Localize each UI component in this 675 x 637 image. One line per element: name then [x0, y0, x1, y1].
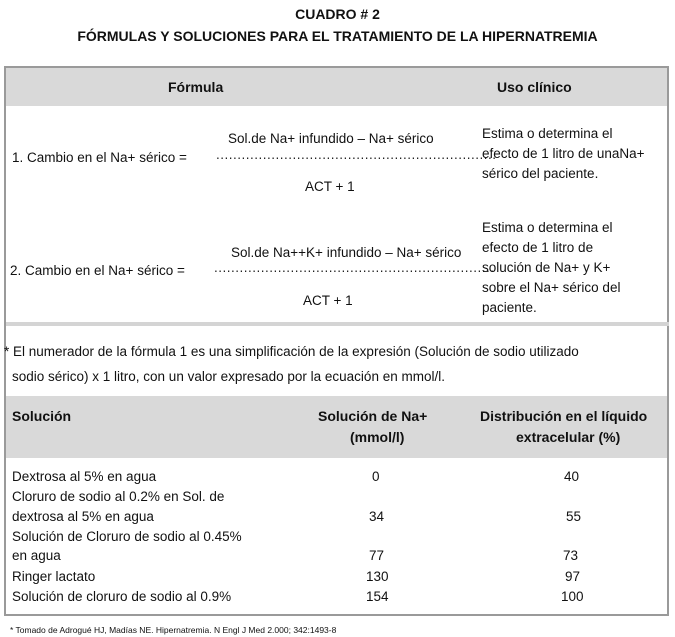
- solution-name: Dextrosa al 5% en agua: [12, 469, 157, 484]
- footnote: * Tomado de Adrogué HJ, Madías NE. Hipernatremia. N Engl J Med 2.000; 342:1493-8: [10, 625, 337, 635]
- solution-na-value: 154: [366, 589, 389, 604]
- formula-2-use-line: solución de Na+ y K+: [482, 260, 611, 275]
- column-header-uso-clinico: Uso clínico: [497, 79, 572, 95]
- solution-na-value: 130: [366, 569, 389, 584]
- solution-header-band: [6, 396, 667, 458]
- solution-name: dextrosa al 5% en agua: [12, 509, 154, 524]
- solution-dist-value: 73: [563, 548, 579, 563]
- formula-1-use-line: Estima o determina el: [482, 126, 613, 141]
- note-line-2: sodio sérico) x 1 litro, con un valor expresado por la ecuación en mmol/l.: [12, 369, 445, 384]
- solution-na-value: 77: [369, 548, 385, 563]
- column-header-na-line1: Solución de Na+: [318, 408, 428, 424]
- solution-name: Ringer lactato: [12, 569, 96, 584]
- column-header-dist-line1: Distribución en el líquido: [480, 408, 648, 424]
- formula-1-numerator: Sol.de Na+ infundido – Na+ sérico: [228, 131, 434, 146]
- formula-2-use-line: sobre el Na+ sérico del: [482, 280, 621, 295]
- formula-1-label: 1. Cambio en el Na+ sérico =: [12, 150, 187, 165]
- column-header-dist-line2: extracelular (%): [516, 429, 621, 445]
- solution-dist-value: 55: [566, 509, 582, 524]
- solution-name: Solución de Cloruro de sodio al 0.45%: [12, 529, 242, 544]
- formula-2-use-line: efecto de 1 litro de: [482, 240, 594, 255]
- column-header-solucion: Solución: [12, 408, 72, 424]
- note-line-1: * El numerador de la fórmula 1 es una simplificación de la expresión (Solución de sodio utilizado: [4, 344, 579, 359]
- formula-1-denominator: ACT + 1: [305, 179, 355, 194]
- formula-2-fraction-bar: ..................................................................: [214, 260, 495, 275]
- column-header-na-line2: (mmol/l): [350, 429, 405, 445]
- solution-na-value: 0: [372, 469, 380, 484]
- formula-2-use-line: paciente.: [482, 300, 537, 315]
- formula-2-use-line: Estima o determina el: [482, 220, 613, 235]
- formula-2-label: 2. Cambio en el Na+ sérico =: [10, 263, 185, 278]
- formula-1-use-line: sérico del paciente.: [482, 166, 599, 181]
- formula-2-numerator: Sol.de Na++K+ infundido – Na+ sérico: [231, 245, 462, 260]
- cuadro-number: CUADRO # 2: [295, 6, 380, 22]
- formula-1-fraction-bar: ..................................................................: [216, 147, 497, 162]
- solution-dist-value: 97: [565, 569, 581, 584]
- solution-na-value: 34: [369, 509, 385, 524]
- formula-2-denominator: ACT + 1: [303, 293, 353, 308]
- solution-name: Cloruro de sodio al 0.2% en Sol. de: [12, 489, 225, 504]
- solution-dist-value: 100: [561, 589, 584, 604]
- solution-name: Solución de cloruro de sodio al 0.9%: [12, 589, 232, 604]
- solution-dist-value: 40: [564, 469, 580, 484]
- solution-name: en agua: [12, 548, 61, 563]
- cuadro-title: FÓRMULAS Y SOLUCIONES PARA EL TRATAMIENTO DE LA HIPERNATREMIA: [77, 28, 598, 44]
- section-divider: [6, 322, 669, 326]
- column-header-formula: Fórmula: [168, 79, 224, 95]
- formula-1-use-line: efecto de 1 litro de unaNa+: [482, 146, 645, 161]
